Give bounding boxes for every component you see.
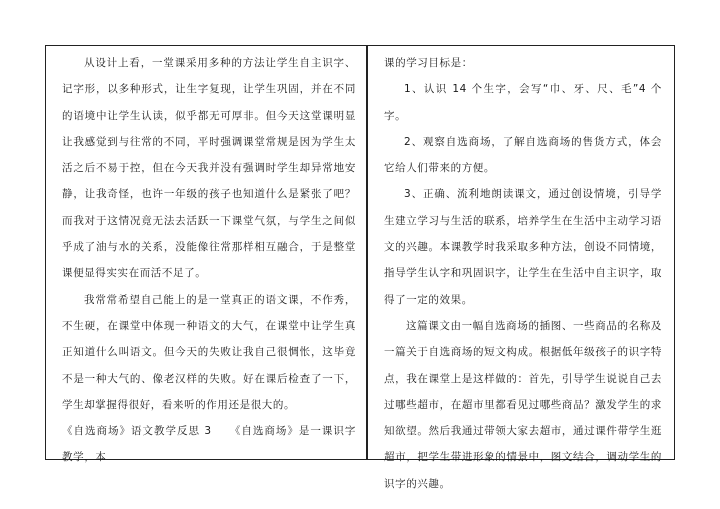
- paragraph-hope-real-chinese-class: 我常常希望自己能上的是一堂真正的语文课，不作秀，不生硬，在课堂中体现一种语文的大气，在课堂中让学生真正知道什么叫语文。但今天的失败让我自己很惆怅，这毕竟不是一种大气的、像老汉样的失败。好在课后检查了一下，学生却掌握得很好，看来听的作用还是很大的。: [62, 293, 356, 411]
- learning-goal-2: 2、观察自选商场，了解自选商场的售货方式，体会它给人们带来的方便。: [384, 135, 662, 175]
- paragraph-reflection-3-heading: 《自选商场》语文教学反思 3 《自选商场》是一课识字教学，本: [62, 425, 356, 464]
- learning-goal-3: 3、正确、流利地朗读课文，通过创设情境，引导学生建立学习与生活的联系，培养学生在生活中主动学习语文的兴趣。本课教学时我采取多种方法，创设不同情境，指导学生认字和巩固识字，让学生在生活中自主识字，取得了一定的效果。: [384, 188, 662, 306]
- learning-goal-1: 1、认识 14 个生字，会写“巾、牙、尺、毛”4 个字。: [384, 83, 662, 122]
- right-column: [384, 50, 662, 497]
- column-divider: [366, 45, 368, 460]
- paragraph-design-review: 从设计上看，一堂课采用多种的方法让学生自主识字、记字形，以多种形式，让生字复现，让学生巩固，并在不同的语境中让学生认读，似乎都无可厚非。但今天这堂课明显让我感觉到与往常的不同，平时强调课堂常规是因为学生太活之后不易于控，但在今天我并没有强调时学生却异常地安静，让我奇怪，也许一年级的孩子也知道什么是紧张了吧？而我对于这情况竟无法去活跃一下课堂气氛，与学生之间似乎成了油与水的关系，没能像往常那样相互融合，于是整堂课便显得实实在而活不足了。: [62, 57, 356, 280]
- left-column: [62, 50, 356, 471]
- learning-goals-intro: 课的学习目标是：: [384, 57, 473, 69]
- paragraph-lesson-structure: 这篇课文由一幅自选商场的插图、一些商品的名称及一篇关于自选商场的短文构成。根据低年级孩子的识字特点，我在课堂上是这样做的：首先，引导学生说说自己去过哪些超市，在超市里都看见过哪些商品？激发学生的求知欲望。然后我通过带领大家去超市，通过课件带学生逛超市，把学生带进形象的情景中，图文结合，调动学生的识字的兴趣。: [384, 319, 662, 490]
